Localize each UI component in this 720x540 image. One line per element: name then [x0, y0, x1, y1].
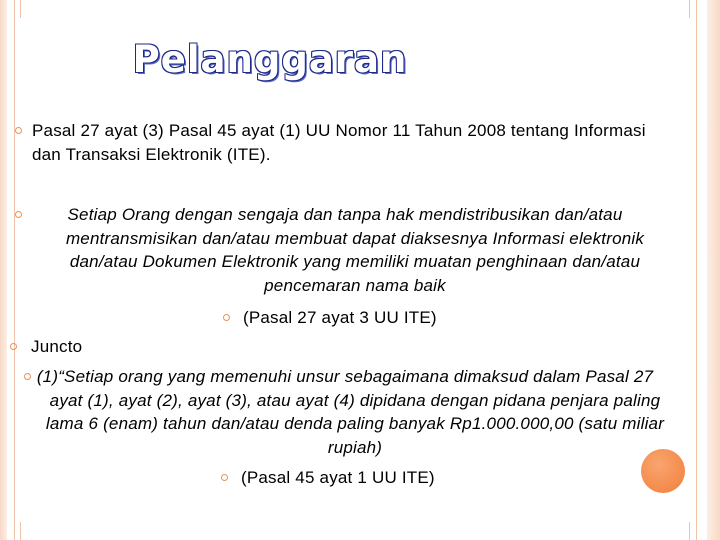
bullet-icon [15, 127, 22, 134]
item-reference: (Pasal 27 ayat 3 UU ITE) [243, 308, 437, 327]
frame-left-rule [14, 0, 15, 540]
frame-corner [689, 0, 697, 18]
frame-left-border [0, 0, 7, 540]
frame-corner [689, 522, 697, 540]
frame-corner [14, 522, 21, 540]
item-text: Pasal 27 ayat (3) Pasal 45 ayat (1) UU Nomor 11 Tahun 2008 tentang Informasi dan Transaksi Elektronik (ITE). [32, 121, 646, 164]
frame-corner [14, 0, 21, 18]
bullet-icon [10, 343, 17, 350]
sub-item-text: (1)“Setiap orang yang memenuhi unsur sebagaimana dimaksud dalam Pasal 27 ayat (1), ayat (2), ayat (3), atau ayat (4) dipidana dengan pidana penjara paling lama 6 (enam) tahun dan/atau denda paling banyak Rp1.000.000,00 (satu miliar rupiah) [36, 367, 665, 457]
sub-item-reference: (Pasal 45 ayat 1 UU ITE) [241, 468, 435, 487]
bullet-icon [24, 373, 31, 380]
bullet-icon [15, 211, 22, 218]
bullet-icon [221, 474, 228, 481]
bullet-icon [223, 314, 230, 321]
item-text: Setiap Orang dengan sengaja dan tanpa hak mendistribusikan dan/atau mentransmisikan dan/atau membuat dapat diaksesnya Informasi elektronik dan/atau Dokumen Elektronik yang memiliki muatan penghinaan dan/atau pencemaran nama baik [65, 205, 645, 295]
item-text: Juncto [31, 337, 83, 356]
frame-right-rule [696, 0, 697, 540]
slide-title: Pelanggaran [132, 38, 408, 81]
frame-right-border [707, 0, 720, 540]
